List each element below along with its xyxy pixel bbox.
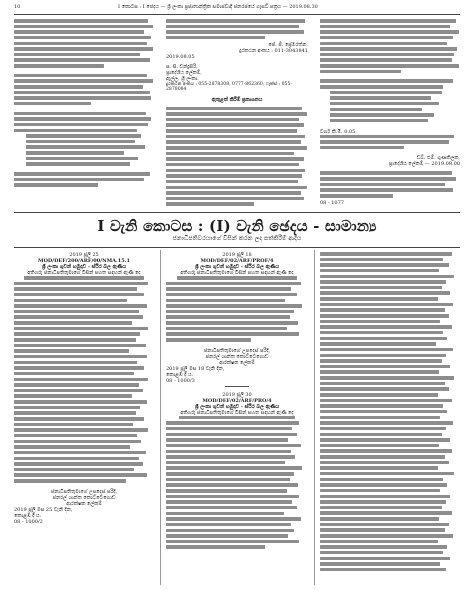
signoff-name: ජනරල් ශාන්ත කොට්ටෙගොඩ bbox=[205, 353, 269, 360]
signoff-place: කොළඹ දී ය. bbox=[14, 512, 42, 519]
signoff-instruction: ජනාධිපතිතුමාගේ උපදෙස් පරිදි, bbox=[203, 347, 271, 354]
notice-code: 08 - 1000/2 bbox=[14, 518, 43, 525]
notice-code: 08 - 1000/3 bbox=[166, 377, 195, 384]
signoff-place: කොළඹ දී ය. bbox=[166, 371, 194, 378]
gazette-part-label: I කොටස : I ඡෙදය — ශ්‍රී ලංකා ප්‍රජාතාන්ත්‍රික සමාජවාදී ජනරජයේ ගැසට් පත්‍රය — 2019.08.30 bbox=[118, 4, 318, 10]
notice-ref: MOD/DEF/02/ARF/PROF/4 bbox=[200, 258, 274, 264]
notice-intro: අතිගරු ජනාධිපතිතුමාගේ විසින් පහත සඳහන් ඇණි දෙ bbox=[27, 270, 141, 276]
office-phone: දුරකථන අංකය : 055-2878308, 0777-862360, ෆැක්ස් : 055-2878084 bbox=[166, 81, 292, 93]
notice-heading: ශ්‍රී ලංකා ගුවන් හමුදාව - ස්ථිර බල ඇණිය bbox=[41, 264, 127, 270]
notice-date: 2019 ජූලි 25 bbox=[69, 252, 99, 258]
officer-title: ප්‍රාදේශීය ලේකම්, bbox=[166, 69, 202, 76]
notice-code: 08 - 1077 bbox=[320, 199, 344, 206]
notice-ref: MOD/DEF/200/ARF/00/NMA.15.1 bbox=[38, 258, 130, 264]
notice-date: 2019 ජූලි 18 bbox=[222, 252, 252, 258]
signoff-title: ආරක්ෂක ලේකම් bbox=[66, 500, 102, 507]
signoff-date: 2019.08.05 bbox=[166, 53, 195, 60]
area-label: වර්ග කි.මී. 0.05 bbox=[320, 128, 356, 135]
signoff-name: ජනරල් ශාන්ත කොට්ටෙගොඩ bbox=[52, 494, 116, 501]
notice-heading-2: ශ්‍රී ලංකා ගුවන් හමුදාව - ස්ථිර බල ඇණිය bbox=[194, 403, 280, 410]
top-left-column bbox=[14, 19, 154, 209]
signoff-name: ජේ. ජී. ප්‍රේමරත්න, bbox=[268, 41, 308, 48]
notice-title: ඇතුළත් කිරීම් ප්‍රකාශනය bbox=[211, 96, 263, 103]
signoff-date: 2019 ජූලි මස 25 වැනි දින, bbox=[14, 506, 73, 513]
top-middle-column bbox=[166, 19, 308, 209]
office-address: ඇල්ල, ශ්‍රී ලංකා. bbox=[166, 75, 199, 82]
notice-date-2: 2019 ජූලි 30 bbox=[222, 391, 252, 398]
notice-separator bbox=[225, 386, 249, 387]
signoff-name-2: ඩබ්. එම්. ගුණතිලක, bbox=[416, 155, 460, 162]
notice-ref-2: MOD/DEF/02/ARF/PRO/4 bbox=[202, 397, 272, 404]
signoff-title: ආරක්ෂක ලේකම් bbox=[219, 359, 255, 366]
page-header bbox=[14, 4, 460, 15]
bottom-middle-column bbox=[166, 252, 308, 586]
page-number: 10 bbox=[14, 4, 21, 10]
bottom-left-column bbox=[14, 252, 154, 586]
notice-intro: අතිගරු ජනාධිපතිතුමාගේ විසින් පහත සඳහන් ඇණි දෙ bbox=[180, 270, 294, 276]
notice-intro-2: අතිගරු ජනාධිපතිතුමාගේ විසින් පහත සඳහන් ඇණි දෙ bbox=[180, 409, 294, 416]
signoff-date: 2019 ජූලි මස 18 වැනි දින, bbox=[166, 365, 225, 372]
section-title: I වැනි කොටස : (I) වැනි ඡෙදය - සාමාන්‍ය bbox=[97, 217, 377, 235]
notice-heading: ශ්‍රී ලංකා ගුවන් හමුදාව - ස්ථිර බල ඇණිය bbox=[194, 264, 280, 270]
bottom-right-column bbox=[320, 252, 460, 586]
section-subtitle: ජනාධිපතිවරයාගේ විසින් කරන ලද පත්කිරීම් ආදිය bbox=[172, 235, 302, 242]
signoff-tel: දුරකථන අංකය : 011-3043841 bbox=[239, 47, 308, 54]
column-divider bbox=[314, 250, 315, 585]
signoff-ref-2: ප්‍රාදේශීය ලේකම් — 2019.08.00 bbox=[388, 161, 460, 168]
signoff-instruction: ජනාධිපතිතුමාගේ උපදෙස් පරිදි, bbox=[50, 488, 118, 495]
section-banner bbox=[14, 212, 460, 248]
top-right-column bbox=[320, 19, 460, 209]
officer-name: ස. සි. චන්ද්‍රසිරි, bbox=[166, 63, 198, 70]
column-divider bbox=[160, 250, 161, 585]
